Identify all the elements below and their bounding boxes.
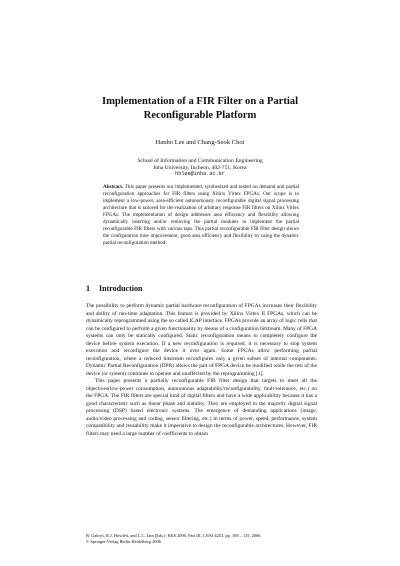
abstract-label: Abstract. <box>103 184 124 190</box>
section-heading <box>86 284 316 294</box>
paragraph-2: This paper presents a partially reconfigurable FIR filter design that targets to meet all the objectives(low-power consumption, autonomous adaptability/reconfigurability, fault-tolerance, etc.) on the FPGA. The FIR filters are special kind of digital filters and have a wide applicability because it has a good characteristic such as linear phase and stability. They are employed in the majority digital signal processing (DSP) based electronic systems. The emergence of demanding applications (image, audio/video processing and coding, sensor filtering, etc.) in terms of power, speed, performance, system compatibility and reusability make it imperative to design the reconfigurable architectures. However, FIR filters may need a large number of coefficients to obtain <box>86 378 317 437</box>
affiliation-line-2: Inha University, Incheon, 402-751, Korea <box>153 164 247 171</box>
paragraph-1: The possibility to perform dynamic partial hardware reconfiguration of FPGAs increases their flexibility and ability of run-time adaptation. This feature is provided by Xilinx Virtex II FPGAs, which can be dynamically reprogrammed using the so called ICAP interface. FPGAs provide an array of logic cells that can be configured to perform a given functionality by means of a configuration bitstream. Many of FPGA systems can only be statically configured. Static reconfiguration means to completely configure the device before system execution. If a new reconfiguration is required, it is necessary to stop system execution and reconfigure the device it over again. Some FPGAs allow performing partial reconfiguration, where a reduced bitstream reconfigures only a given subset of internal components. Dynamic Partial Reconfiguration (DPR) allows the part of FPGA device be modified while the rest of the device (or system) continues to operate and unaffected by the reprogramming [1]. <box>86 303 317 377</box>
affiliation-block <box>60 158 340 178</box>
affiliation-line-1: School of Information and Communication Engineering <box>137 158 263 164</box>
abstract <box>103 184 299 247</box>
title-line-2: Reconfigurable Platform <box>143 110 257 121</box>
section-number: 1 <box>86 284 90 293</box>
body-text <box>86 303 317 438</box>
footer-citation: B. Gabrys, R.J. Howlett, and L.C. Jain (Eds.): KES 2006, Part III, LNAI 4253, pp. 108 – 115, 2006. <box>86 533 262 538</box>
paper-title <box>60 95 340 123</box>
footer-copyright: © Springer-Verlag Berlin Heidelberg 2006 <box>86 539 161 544</box>
title-line-1: Implementation of a FIR Filter on a Partial <box>101 96 299 107</box>
citation-footer <box>86 533 317 545</box>
section-title: Introduction <box>99 284 143 293</box>
author-names: Hanho Lee and Chang-Seok Choi <box>155 139 245 146</box>
author-email: hhlee@inha.ac.kr <box>175 171 225 178</box>
abstract-text: This paper presents our implemented, synthesized and tested on demand and partial reconfiguration approaches for FIR filters using Xilinx Virtex FPGAs. Our scope is to implement a low-power, area-efficient autonomously reconfigurable digital signal processing architecture that is tailored for the realization of arbitrary response FIR filters on Xilinx Virtex FPGAs. The implementation of design addresses area efficiency and flexibility allowing dynamically inserting and/or removing the partial modules to implement the partial reconfigurable FIR filters with various taps. This partial reconfigurable FIR filter design shows the configuration time improvement, good area efficiency and flexibility by using the dynamic partial reconfiguration method. <box>103 184 299 246</box>
